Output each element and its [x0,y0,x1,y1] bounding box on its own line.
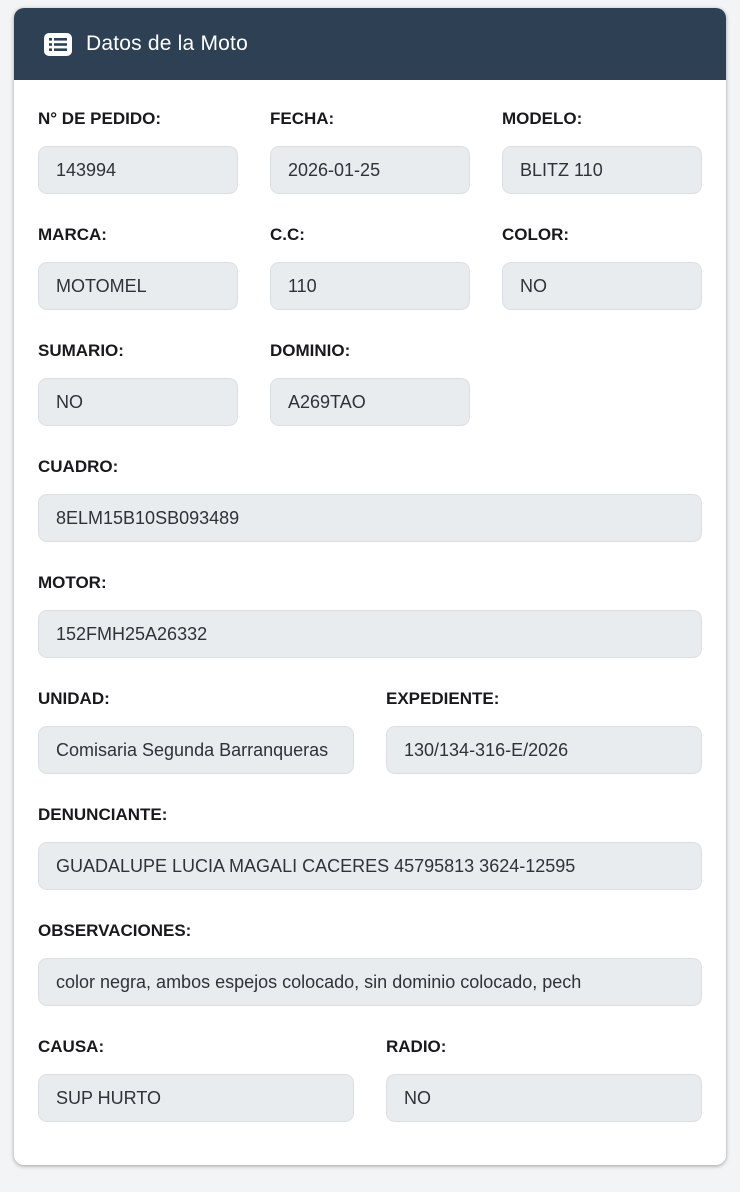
row-sumario-dominio [38,339,702,426]
expediente-input[interactable] [386,726,702,774]
pedido-input[interactable] [38,146,238,194]
radio-input[interactable] [386,1074,702,1122]
observaciones-input[interactable] [38,958,702,1006]
moto-data-card [14,8,726,1165]
empty-cell [502,339,702,426]
denunciante-input[interactable] [38,842,702,890]
card-body [14,80,726,1165]
row-cuadro [38,455,702,542]
list-icon [44,33,72,56]
field-pedido [38,107,238,194]
observaciones-label: OBSERVACIONES: [38,921,192,940]
motor-label: MOTOR: [38,573,107,592]
unidad-input[interactable] [38,726,354,774]
cuadro-label: CUADRO: [38,457,119,476]
unidad-label: UNIDAD: [38,689,110,708]
causa-input[interactable] [38,1074,354,1122]
field-motor [38,571,702,658]
field-radio [386,1035,702,1122]
dominio-label: DOMINIO: [270,341,351,360]
field-marca [38,223,238,310]
fecha-label: FECHA: [270,109,335,128]
field-observaciones [38,919,702,1006]
marca-input[interactable] [38,262,238,310]
field-cc [270,223,470,310]
color-label: COLOR: [502,225,570,244]
field-dominio [270,339,470,426]
fecha-input[interactable] [270,146,470,194]
cc-input[interactable] [270,262,470,310]
sumario-label: SUMARIO: [38,341,124,360]
row-unidad-expediente [38,687,702,774]
field-fecha [270,107,470,194]
denunciante-label: DENUNCIANTE: [38,805,168,824]
color-input[interactable] [502,262,702,310]
row-causa-radio [38,1035,702,1122]
radio-label: RADIO: [386,1037,447,1056]
motor-input[interactable] [38,610,702,658]
card-title: Datos de la Moto [86,32,248,55]
field-cuadro [38,455,702,542]
field-denunciante [38,803,702,890]
causa-label: CAUSA: [38,1037,105,1056]
row-motor [38,571,702,658]
row-observaciones [38,919,702,1006]
field-modelo [502,107,702,194]
marca-label: MARCA: [38,225,107,244]
field-causa [38,1035,354,1122]
pedido-label: N° DE PEDIDO: [38,109,161,128]
cc-label: C.C: [270,225,305,244]
field-color [502,223,702,310]
row-denunciante [38,803,702,890]
row-pedido-fecha-modelo [38,107,702,194]
modelo-input[interactable] [502,146,702,194]
modelo-label: MODELO: [502,109,583,128]
expediente-label: EXPEDIENTE: [386,689,500,708]
field-expediente [386,687,702,774]
sumario-input[interactable] [38,378,238,426]
dominio-input[interactable] [270,378,470,426]
card-header [14,8,726,80]
field-unidad [38,687,354,774]
field-sumario [38,339,238,426]
cuadro-input[interactable] [38,494,702,542]
row-marca-cc-color [38,223,702,310]
